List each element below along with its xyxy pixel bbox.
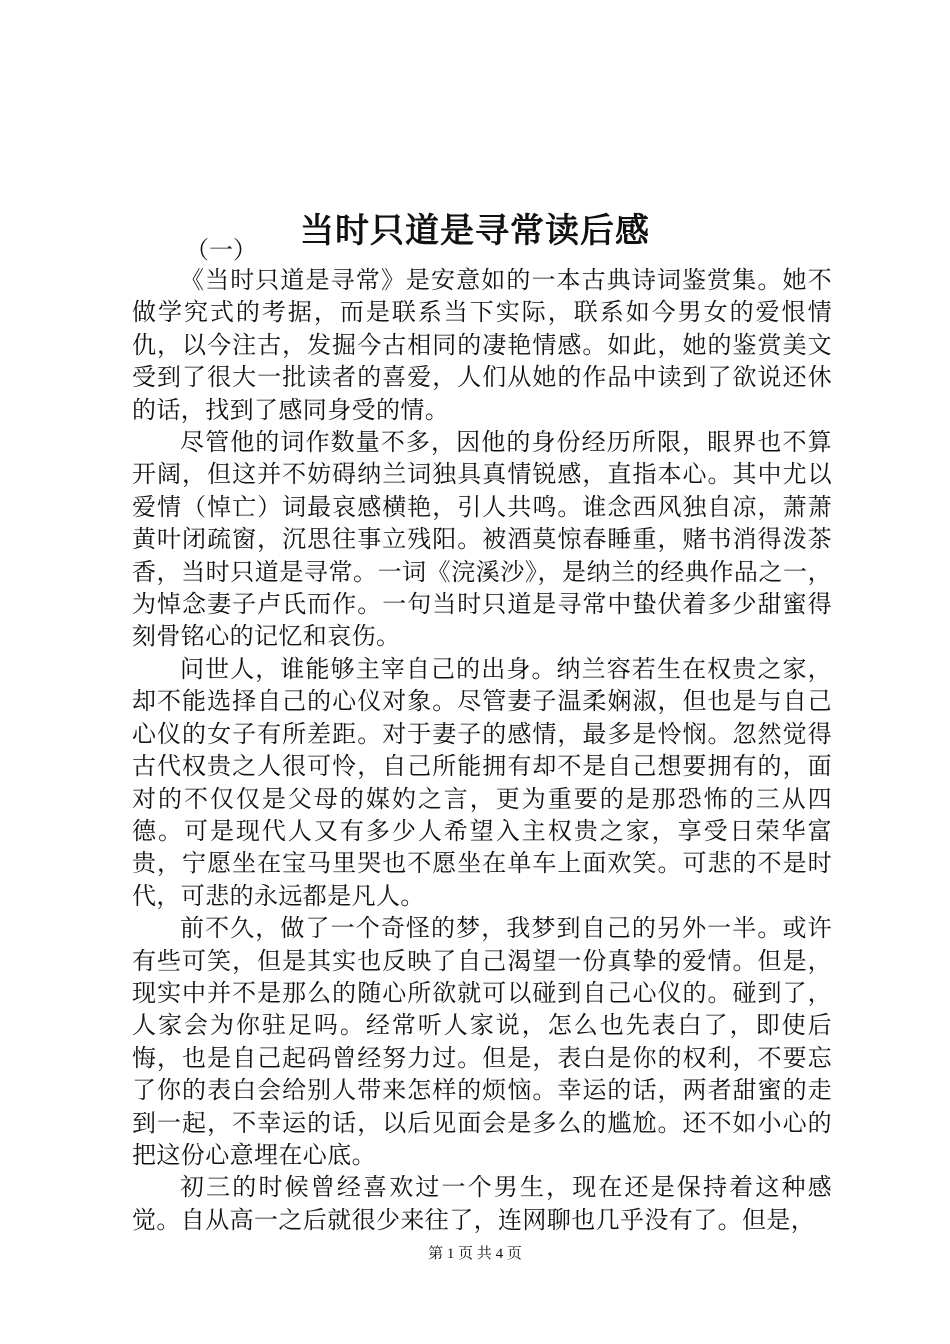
document-title: 当时只道是寻常读后感 bbox=[300, 210, 650, 251]
paragraph-1: 《当时只道是寻常》是安意如的一本古典诗词鉴赏集。她不做学究式的考据，而是联系当下实际，联系如今男女的爱恨情仇，以今注古，发掘今古相同的凄艳情感。如此，她的鉴赏美文受到了很大一批读者的喜爱，人们从她的作品中读到了欲说还休的话，找到了感同身受的情。 bbox=[132, 266, 832, 424]
page-number-footer: 第 1 页 共 4 页 bbox=[428, 1246, 522, 1262]
paragraph-3: 问世人，谁能够主宰自己的出身。纳兰容若生在权贵之家，却不能选择自己的心仪对象。尽管妻子温柔娴淑，但也是与自己心仪的女子有所差距。对于妻子的感情，最多是怜悯。忽然觉得古代权贵之人很可怜，自己所能拥有却不是自己想要拥有的，面对的不仅仅是父母的媒妁之言，更为重要的是那恐怖的三从四德。可是现代人又有多少人希望入主权贵之家，享受日荣华富贵，宁愿坐在宝马里哭也不愿坐在单车上面欢笑。可悲的不是时代，可悲的永远都是凡人。 bbox=[132, 654, 832, 910]
document-body bbox=[132, 264, 832, 1236]
paragraph-4: 前不久，做了一个奇怪的梦，我梦到自己的另外一半。或许有些可笑，但是其实也反映了自己渴望一份真挚的爱情。但是，现实中并不是那么的随心所欲就可以碰到自己心仪的。碰到了，人家会为你驻足吗。经常听人家说，怎么也先表白了，即使后悔，也是自己起码曾经努力过。但是，表白是你的权利，不要忘了你的表白会给别人带来怎样的烦恼。幸运的话，两者甜蜜的走到一起，不幸运的话，以后见面会是多么的尴尬。还不如小心的把这份心意埋在心底。 bbox=[132, 914, 832, 1169]
paragraph-5: 初三的时候曾经喜欢过一个男生，现在还是保持着这种感觉。自从高一之后就很少来往了，连网聊也几乎没有了。但是， bbox=[132, 1173, 832, 1234]
section-marker: （一） bbox=[185, 236, 257, 264]
paragraph-2: 尽管他的词作数量不多，因他的身份经历所限，眼界也不算开阔，但这并不妨碍纳兰词独具真情锐感，直指本心。其中尤以爱情（悼亡）词最哀感横艳，引人共鸣。谁念西风独自凉，萧萧黄叶闭疏窗，沉思往事立残阳。被酒莫惊春睡重，赌书消得泼茶香，当时只道是寻常。一词《浣溪沙》，是纳兰的经典作品之一，为悼念妻子卢氏而作。一句当时只道是寻常中蛰伏着多少甜蜜得刻骨铭心的记忆和哀伤。 bbox=[132, 428, 832, 651]
